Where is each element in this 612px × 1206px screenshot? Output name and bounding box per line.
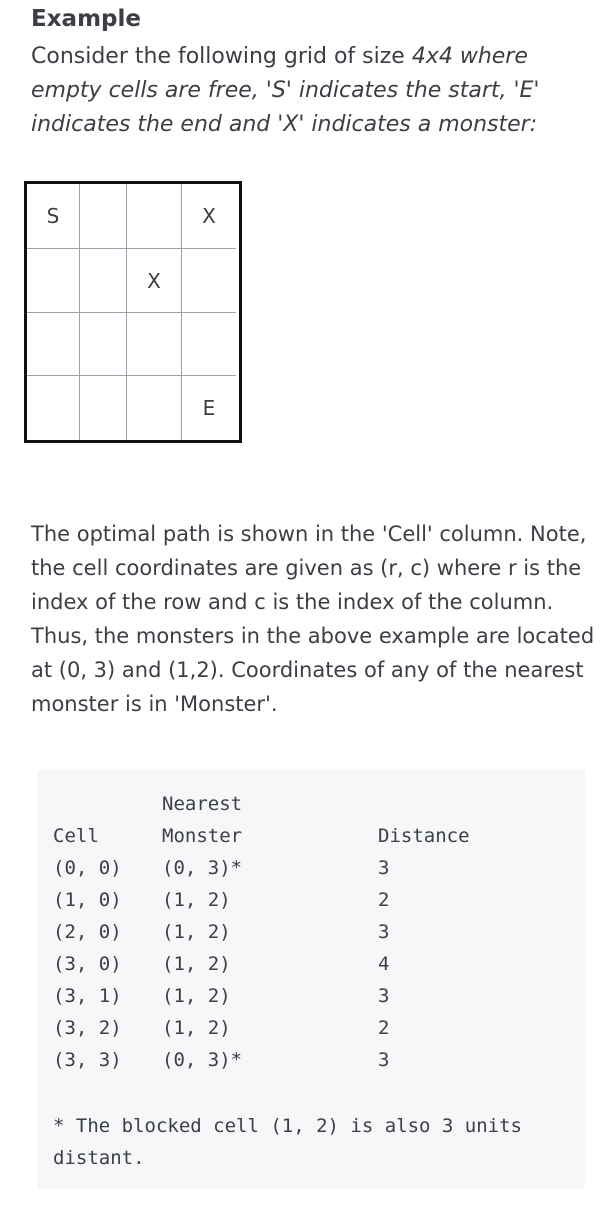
- row-cell: (3, 3): [53, 1049, 122, 1071]
- grid-cell-0-0: S: [27, 184, 80, 249]
- explanation-paragraph: [31, 517, 601, 721]
- row-monster: (1, 2): [162, 953, 231, 975]
- grid-cell-3-3: E: [202, 396, 216, 420]
- grid-cell-3-0: [27, 376, 80, 440]
- row-monster: (1, 2): [162, 1017, 231, 1039]
- row-cell: (3, 1): [53, 985, 122, 1007]
- intro-grid-size: 4x4: [411, 44, 453, 69]
- grid-cell-1-3: [182, 249, 236, 313]
- row-distance: 3: [378, 1049, 390, 1071]
- row-cell: (3, 2): [53, 1017, 122, 1039]
- example-grid: [24, 181, 242, 443]
- row-distance: 2: [378, 1017, 390, 1039]
- row-monster: (1, 2): [162, 921, 231, 943]
- row-monster: (0, 3)*: [162, 1049, 243, 1071]
- row-monster: (0, 3)*: [162, 857, 243, 879]
- result-table-block: [37, 770, 585, 1189]
- row-cell: (1, 0): [53, 889, 122, 911]
- grid-cell-1-0: [27, 249, 80, 313]
- explanation-text: The optimal path is shown in the 'Cell' column. Note, the cell coordinates are given as (r, c) where r is the index of the row and c is the index of the column. Thus, the monsters in the above example are located at (0, 3) and (1,2). Coordinates of any of the nearest monster is in 'Monster'.: [31, 522, 595, 716]
- grid-cell-0-2: [127, 184, 182, 249]
- grid-cell-2-2: [127, 313, 182, 376]
- grid-cell-2-1: [80, 313, 127, 376]
- grid-cell-3-1: [80, 376, 127, 440]
- row-monster: (1, 2): [162, 985, 231, 1007]
- header-nearest: Nearest: [162, 793, 243, 815]
- row-distance: 3: [378, 921, 390, 943]
- grid-cell-3-2: [127, 376, 182, 440]
- row-distance: 2: [378, 889, 390, 911]
- row-cell: (3, 0): [53, 953, 122, 975]
- row-distance: 4: [378, 953, 390, 975]
- row-distance: 3: [378, 985, 390, 1007]
- grid-cell-2-3: [182, 313, 236, 376]
- example-heading: Example: [31, 6, 141, 32]
- grid-cell-0-1: [80, 184, 127, 249]
- row-distance: 3: [378, 857, 390, 879]
- intro-part2: where empty cells are free, 'S' indicates the start, 'E' indicates the end and 'X' indicates a monster:: [31, 44, 540, 137]
- grid-cell-1-2: X: [127, 249, 182, 313]
- row-monster: (1, 2): [162, 889, 231, 911]
- header-cell: Cell: [53, 825, 99, 847]
- header-distance: Distance: [378, 825, 470, 847]
- intro-text: [31, 40, 591, 142]
- row-cell: (0, 0): [53, 857, 122, 879]
- grid-cell-0-3: X: [182, 184, 236, 249]
- table-footnote: * The blocked cell (1, 2) is also 3 units distant.: [53, 1115, 522, 1169]
- grid-cell-2-0: [27, 313, 80, 376]
- row-cell: (2, 0): [53, 921, 122, 943]
- header-monster: Monster: [162, 825, 243, 847]
- grid-cell-1-1: [80, 249, 127, 313]
- intro-part1: Consider the following grid of size: [31, 44, 412, 69]
